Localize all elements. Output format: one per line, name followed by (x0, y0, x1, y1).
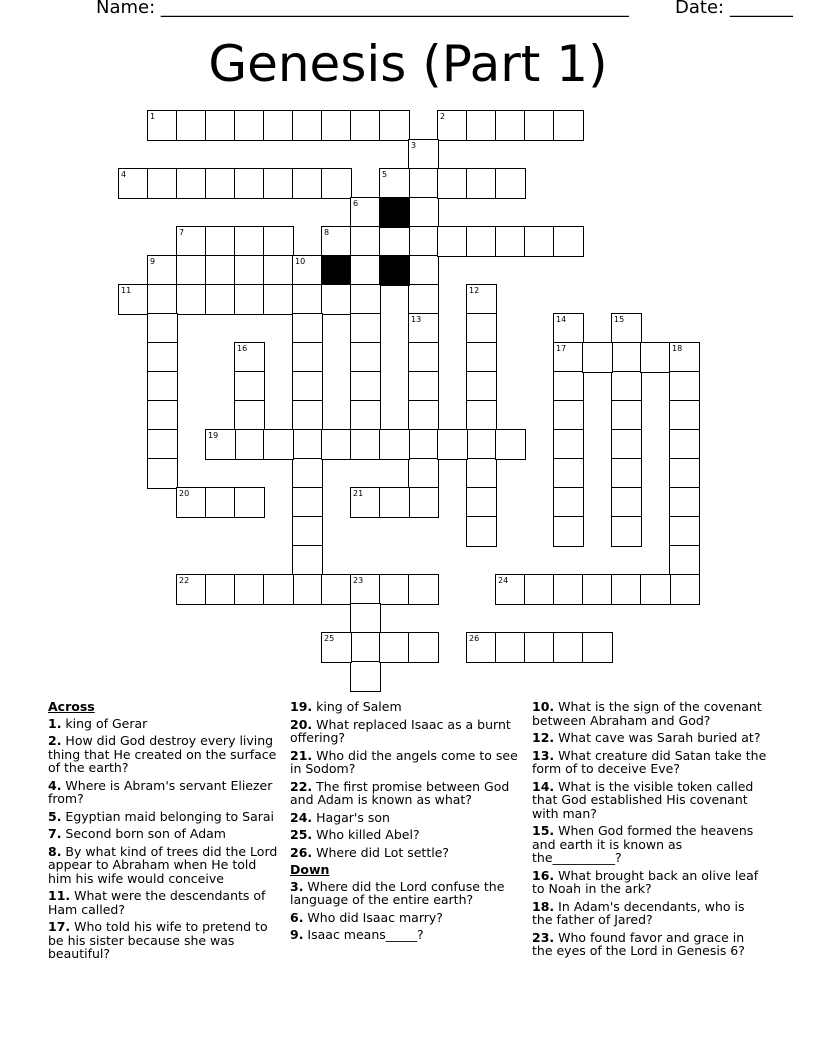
clue-number: 8. (48, 843, 62, 859)
grid-cell[interactable] (292, 400, 323, 431)
grid-cell[interactable] (147, 284, 178, 315)
grid-cell[interactable] (234, 110, 265, 141)
grid-cell[interactable] (611, 487, 642, 518)
clues-column-3 (532, 700, 768, 962)
grid-cell[interactable] (147, 429, 178, 460)
grid-cell[interactable] (466, 226, 497, 257)
grid-cell[interactable] (350, 342, 381, 373)
grid-cell[interactable] (350, 603, 381, 634)
grid-cell[interactable] (263, 110, 294, 141)
clue-text: In Adam's decendants, who is the father of Jared? (532, 898, 745, 927)
grid-cell[interactable] (263, 574, 294, 605)
clue-number-label: 17 (556, 344, 567, 353)
clue-item (290, 911, 520, 925)
grid-cell[interactable] (205, 284, 236, 315)
clue-text: Who killed Abel? (312, 827, 420, 842)
grid-cell[interactable] (350, 255, 381, 286)
grid-cell[interactable] (292, 284, 323, 315)
grid-cell[interactable] (234, 429, 265, 460)
clue-text: When God formed the heavens and earth it is known as the__________? (532, 823, 754, 865)
grid-cell[interactable] (669, 545, 700, 576)
clue-number-label: 7 (179, 228, 185, 237)
date-label: Date: (675, 0, 725, 18)
clue-item (532, 731, 768, 745)
clue-number: 15. (532, 823, 555, 838)
clue-text: Who did the angels come to see in Sodom? (290, 747, 518, 776)
grid-cell[interactable] (292, 429, 323, 460)
clue-text: Where is Abram's servant Eliezer from? (48, 777, 273, 806)
grid-cell[interactable] (292, 458, 323, 489)
grid-cell[interactable] (292, 110, 323, 141)
grid-cell[interactable] (553, 110, 584, 141)
clue-number-label: 9 (150, 257, 156, 266)
grid-cell[interactable] (553, 400, 584, 431)
grid-cell[interactable] (147, 255, 178, 286)
clue-text: Egyptian maid belonging to Sarai (61, 808, 275, 824)
grid-cell[interactable] (611, 574, 642, 605)
grid-cell[interactable] (147, 342, 178, 373)
grid-cell[interactable] (466, 429, 497, 460)
clue-item (48, 717, 280, 731)
date-blank[interactable]: _______ (729, 0, 793, 18)
grid-cell[interactable] (524, 574, 555, 605)
clue-item (290, 718, 520, 745)
clue-item (290, 928, 520, 942)
clue-number: 22. (290, 778, 313, 794)
clue-number-label: 19 (208, 431, 219, 440)
clue-number-label: 21 (353, 489, 364, 498)
clue-text: What cave was Sarah buried at? (554, 730, 761, 745)
grid-cell[interactable] (292, 574, 323, 605)
grid-cell[interactable] (611, 429, 642, 460)
grid-cell[interactable] (234, 487, 265, 518)
clue-text: What creature did Satan take the form of to deceive Eve? (532, 747, 767, 776)
clue-item (290, 749, 520, 776)
down-clue-list-continued (532, 700, 768, 958)
grid-cell[interactable] (466, 168, 497, 199)
clue-text: What is the visible token called that God established His covenant with man? (532, 778, 754, 821)
grid-block (321, 255, 352, 286)
clue-number: 14. (532, 778, 555, 794)
grid-cell[interactable] (379, 632, 410, 663)
clue-item (290, 880, 520, 907)
grid-cell[interactable] (234, 284, 265, 315)
grid-cell[interactable] (176, 255, 207, 286)
grid-cell[interactable] (379, 487, 410, 518)
clue-number: 10. (532, 699, 555, 714)
clue-number-label: 18 (672, 344, 683, 353)
clue-number-label: 1 (150, 112, 156, 121)
grid-cell[interactable] (205, 255, 236, 286)
clue-text: king of Salem (312, 699, 402, 714)
clue-number-label: 8 (324, 228, 330, 237)
clue-number: 6. (290, 909, 304, 925)
grid-cell[interactable] (292, 545, 323, 576)
grid-cell[interactable] (466, 284, 497, 315)
clue-text: Who did Isaac marry? (303, 909, 443, 925)
clue-item (48, 845, 280, 886)
clue-number-label: 3 (411, 141, 417, 150)
clue-number-label: 5 (382, 170, 388, 179)
grid-cell[interactable] (669, 516, 700, 547)
grid-cell[interactable] (147, 400, 178, 431)
grid-cell[interactable] (553, 632, 584, 663)
clue-number: 2. (48, 733, 62, 748)
clue-item (290, 811, 520, 825)
clue-number: 24. (290, 809, 313, 825)
grid-cell[interactable] (321, 226, 352, 257)
grid-cell[interactable] (292, 487, 323, 518)
grid-cell[interactable] (234, 168, 265, 199)
grid-cell[interactable] (292, 313, 323, 344)
clue-text: What were the descendants of Ham called? (48, 888, 266, 917)
name-field[interactable] (96, 0, 629, 18)
grid-cell[interactable] (408, 400, 439, 431)
grid-cell[interactable] (118, 168, 149, 199)
grid-cell[interactable] (611, 313, 642, 344)
grid-cell[interactable] (553, 371, 584, 402)
clues-column-2 (290, 700, 520, 946)
grid-cell[interactable] (408, 429, 439, 460)
clue-number: 5. (48, 808, 62, 824)
clue-number: 20. (290, 716, 313, 732)
grid-cell[interactable] (466, 458, 497, 489)
grid-cell[interactable] (495, 429, 526, 460)
clue-text: By what kind of trees did the Lord appear to Abraham when He told him his wife would conceive (48, 843, 278, 886)
grid-cell[interactable] (466, 371, 497, 402)
clue-item (48, 920, 280, 961)
clue-number-label: 14 (556, 315, 567, 324)
grid-cell[interactable] (408, 168, 439, 199)
grid-cell[interactable] (234, 574, 265, 605)
grid-cell[interactable] (379, 110, 410, 141)
grid-cell[interactable] (147, 110, 178, 141)
grid-cell[interactable] (669, 458, 700, 489)
clue-number: 7. (48, 826, 62, 841)
clue-number-label: 13 (411, 315, 422, 324)
grid-cell[interactable] (582, 632, 613, 663)
grid-cell[interactable] (408, 197, 439, 228)
grid-cell[interactable] (611, 400, 642, 431)
clue-text: Who found favor and grace in the eyes of the Lord in Genesis 6? (532, 929, 745, 958)
grid-cell[interactable] (495, 632, 526, 663)
grid-cell[interactable] (408, 342, 439, 373)
clue-number-label: 23 (353, 576, 364, 585)
clue-text: Second born son of Adam (61, 826, 226, 841)
grid-cell[interactable] (582, 342, 613, 373)
grid-cell[interactable] (147, 458, 178, 489)
grid-cell[interactable] (669, 342, 700, 373)
clue-number: 1. (48, 715, 62, 731)
clue-number: 4. (48, 777, 62, 793)
clue-item (48, 889, 280, 916)
clue-text: king of Gerar (61, 715, 148, 731)
clue-number: 11. (48, 888, 71, 903)
grid-cell[interactable] (582, 574, 613, 605)
grid-cell[interactable] (408, 632, 439, 663)
clue-number: 21. (290, 747, 313, 763)
grid-cell[interactable] (408, 371, 439, 402)
grid-cell[interactable] (263, 284, 294, 315)
grid-cell[interactable] (408, 574, 439, 605)
grid-cell[interactable] (321, 574, 352, 605)
grid-cell[interactable] (205, 487, 236, 518)
grid-cell[interactable] (263, 255, 294, 286)
clue-number-label: 24 (498, 576, 509, 585)
grid-cell[interactable] (147, 371, 178, 402)
name-label: Name: (96, 0, 156, 18)
grid-cell[interactable] (437, 226, 468, 257)
date-field[interactable] (675, 0, 793, 18)
clue-number: 17. (48, 919, 71, 934)
grid-cell[interactable] (147, 168, 178, 199)
grid-cell[interactable] (263, 429, 294, 460)
grid-cell[interactable] (321, 168, 352, 199)
clue-text: Isaac means_____? (303, 927, 424, 942)
grid-cell[interactable] (466, 313, 497, 344)
clue-text: What brought back an olive leaf to Noah in the ark? (532, 867, 759, 896)
grid-cell[interactable] (379, 226, 410, 257)
clue-text: Who told his wife to pretend to be his sister because she was beautiful? (48, 919, 268, 961)
clue-number: 18. (532, 898, 555, 914)
grid-cell[interactable] (408, 313, 439, 344)
clue-item (290, 846, 520, 860)
grid-cell[interactable] (379, 574, 410, 605)
clue-text: The first promise between God and Adam is known as what? (290, 778, 510, 807)
clue-text: Where did the Lord confuse the language of the entire earth? (290, 878, 505, 907)
clue-number-label: 26 (469, 634, 480, 643)
grid-cell[interactable] (640, 342, 671, 373)
grid-cell[interactable] (379, 168, 410, 199)
clue-number-label: 22 (179, 576, 190, 585)
grid-cell[interactable] (350, 110, 381, 141)
clue-item (532, 700, 768, 727)
clue-item (532, 749, 768, 776)
clue-number: 9. (290, 927, 304, 942)
clue-number-label: 15 (614, 315, 625, 324)
grid-cell[interactable] (669, 574, 700, 605)
grid-cell[interactable] (350, 226, 381, 257)
clue-text: Where did Lot settle? (312, 844, 450, 860)
clue-item (532, 900, 768, 927)
grid-cell[interactable] (466, 516, 497, 547)
down-clue-list (290, 880, 520, 942)
clue-item (48, 810, 280, 824)
grid-cell[interactable] (611, 516, 642, 547)
grid-cell[interactable] (553, 516, 584, 547)
grid-cell[interactable] (292, 168, 323, 199)
grid-cell[interactable] (205, 574, 236, 605)
page-title: Genesis (Part 1) (208, 35, 608, 93)
grid-cell[interactable] (466, 342, 497, 373)
grid-cell[interactable] (205, 110, 236, 141)
clue-number: 19. (290, 699, 313, 714)
grid-cell[interactable] (495, 168, 526, 199)
clue-number: 13. (532, 747, 555, 763)
grid-cell[interactable] (292, 371, 323, 402)
grid-cell[interactable] (176, 574, 207, 605)
grid-cell[interactable] (205, 226, 236, 257)
grid-cell[interactable] (205, 168, 236, 199)
clue-number: 25. (290, 827, 313, 842)
grid-cell[interactable] (466, 400, 497, 431)
grid-cell[interactable] (263, 168, 294, 199)
grid-cell[interactable] (234, 255, 265, 286)
grid-cell[interactable] (350, 661, 381, 692)
across-clue-list (48, 717, 280, 961)
grid-cell[interactable] (292, 516, 323, 547)
grid-cell[interactable] (350, 487, 381, 518)
grid-cell[interactable] (350, 197, 381, 228)
grid-cell[interactable] (408, 255, 439, 286)
clue-item (290, 780, 520, 807)
grid-cell[interactable] (611, 371, 642, 402)
grid-cell[interactable] (350, 313, 381, 344)
grid-cell[interactable] (234, 342, 265, 373)
grid-cell[interactable] (321, 110, 352, 141)
clue-number-label: 16 (237, 344, 248, 353)
name-blank[interactable]: ____________________________________________________ (160, 0, 629, 18)
grid-cell[interactable] (147, 313, 178, 344)
grid-cell[interactable] (553, 458, 584, 489)
grid-cell[interactable] (495, 110, 526, 141)
clue-item (532, 931, 768, 958)
grid-cell[interactable] (408, 284, 439, 315)
clues-column-1 (48, 700, 280, 965)
grid-cell[interactable] (669, 429, 700, 460)
clue-item (48, 779, 280, 806)
clue-text: What is the sign of the covenant between Abraham and God? (532, 699, 762, 728)
grid-cell[interactable] (495, 226, 526, 257)
grid-cell[interactable] (176, 168, 207, 199)
grid-cell[interactable] (466, 632, 497, 663)
clue-text: What replaced Isaac as a burnt offering? (290, 716, 511, 745)
grid-cell[interactable] (408, 139, 439, 170)
clue-number: 3. (290, 878, 304, 894)
grid-cell[interactable] (118, 284, 149, 315)
grid-cell[interactable] (205, 429, 236, 460)
grid-cell[interactable] (437, 110, 468, 141)
clue-text: Hagar's son (312, 809, 390, 825)
grid-cell[interactable] (640, 574, 671, 605)
grid-cell[interactable] (234, 371, 265, 402)
grid-cell[interactable] (321, 429, 352, 460)
clue-number: 26. (290, 844, 313, 860)
grid-cell[interactable] (263, 226, 294, 257)
grid-block (379, 197, 410, 228)
grid-cell[interactable] (292, 342, 323, 373)
across-heading: Across (48, 699, 95, 714)
grid-cell[interactable] (408, 487, 439, 518)
grid-cell[interactable] (292, 255, 323, 286)
grid-cell[interactable] (176, 110, 207, 141)
grid-cell[interactable] (553, 574, 584, 605)
clue-number-label: 12 (469, 286, 480, 295)
clue-item (290, 700, 520, 714)
grid-cell[interactable] (611, 342, 642, 373)
across-clue-list-continued (290, 700, 520, 859)
grid-cell[interactable] (408, 226, 439, 257)
grid-cell[interactable] (176, 226, 207, 257)
clue-number-label: 4 (121, 170, 127, 179)
grid-cell[interactable] (524, 226, 555, 257)
grid-cell[interactable] (234, 226, 265, 257)
clue-item (48, 734, 280, 775)
down-heading: Down (290, 862, 330, 877)
grid-cell[interactable] (350, 400, 381, 431)
grid-cell[interactable] (350, 632, 381, 663)
grid-cell[interactable] (321, 284, 352, 315)
grid-cell[interactable] (553, 487, 584, 518)
clue-item (48, 827, 280, 841)
clue-number-label: 20 (179, 489, 190, 498)
grid-cell[interactable] (350, 574, 381, 605)
clue-number: 23. (532, 929, 555, 945)
clue-number: 12. (532, 730, 555, 745)
grid-cell[interactable] (176, 284, 207, 315)
grid-cell[interactable] (553, 313, 584, 344)
grid-cell[interactable] (669, 487, 700, 518)
clue-item (290, 828, 520, 842)
grid-block (379, 255, 410, 286)
grid-cell[interactable] (437, 429, 468, 460)
grid-cell[interactable] (466, 110, 497, 141)
clue-number-label: 2 (440, 112, 446, 121)
grid-cell[interactable] (553, 429, 584, 460)
clue-item (532, 780, 768, 821)
grid-cell[interactable] (524, 110, 555, 141)
clue-number-label: 6 (353, 199, 359, 208)
grid-cell[interactable] (350, 284, 381, 315)
grid-cell[interactable] (321, 632, 352, 663)
clue-text: How did God destroy every living thing that He created on the surface of the earth? (48, 733, 277, 775)
grid-cell[interactable] (524, 632, 555, 663)
grid-cell[interactable] (669, 400, 700, 431)
clue-item (532, 824, 768, 865)
clue-number: 16. (532, 867, 555, 883)
clue-number-label: 25 (324, 634, 335, 643)
clue-number-label: 10 (295, 257, 306, 266)
grid-cell[interactable] (234, 400, 265, 431)
grid-cell[interactable] (553, 226, 584, 257)
grid-cell[interactable] (553, 342, 584, 373)
grid-cell[interactable] (495, 574, 526, 605)
grid-cell[interactable] (350, 429, 381, 460)
clue-item (532, 869, 768, 896)
clue-number-label: 11 (121, 286, 132, 295)
grid-cell[interactable] (437, 168, 468, 199)
grid-cell[interactable] (669, 371, 700, 402)
grid-cell[interactable] (466, 487, 497, 518)
grid-cell[interactable] (176, 487, 207, 518)
grid-cell[interactable] (379, 429, 410, 460)
grid-cell[interactable] (408, 458, 439, 489)
grid-cell[interactable] (611, 458, 642, 489)
grid-cell[interactable] (350, 371, 381, 402)
